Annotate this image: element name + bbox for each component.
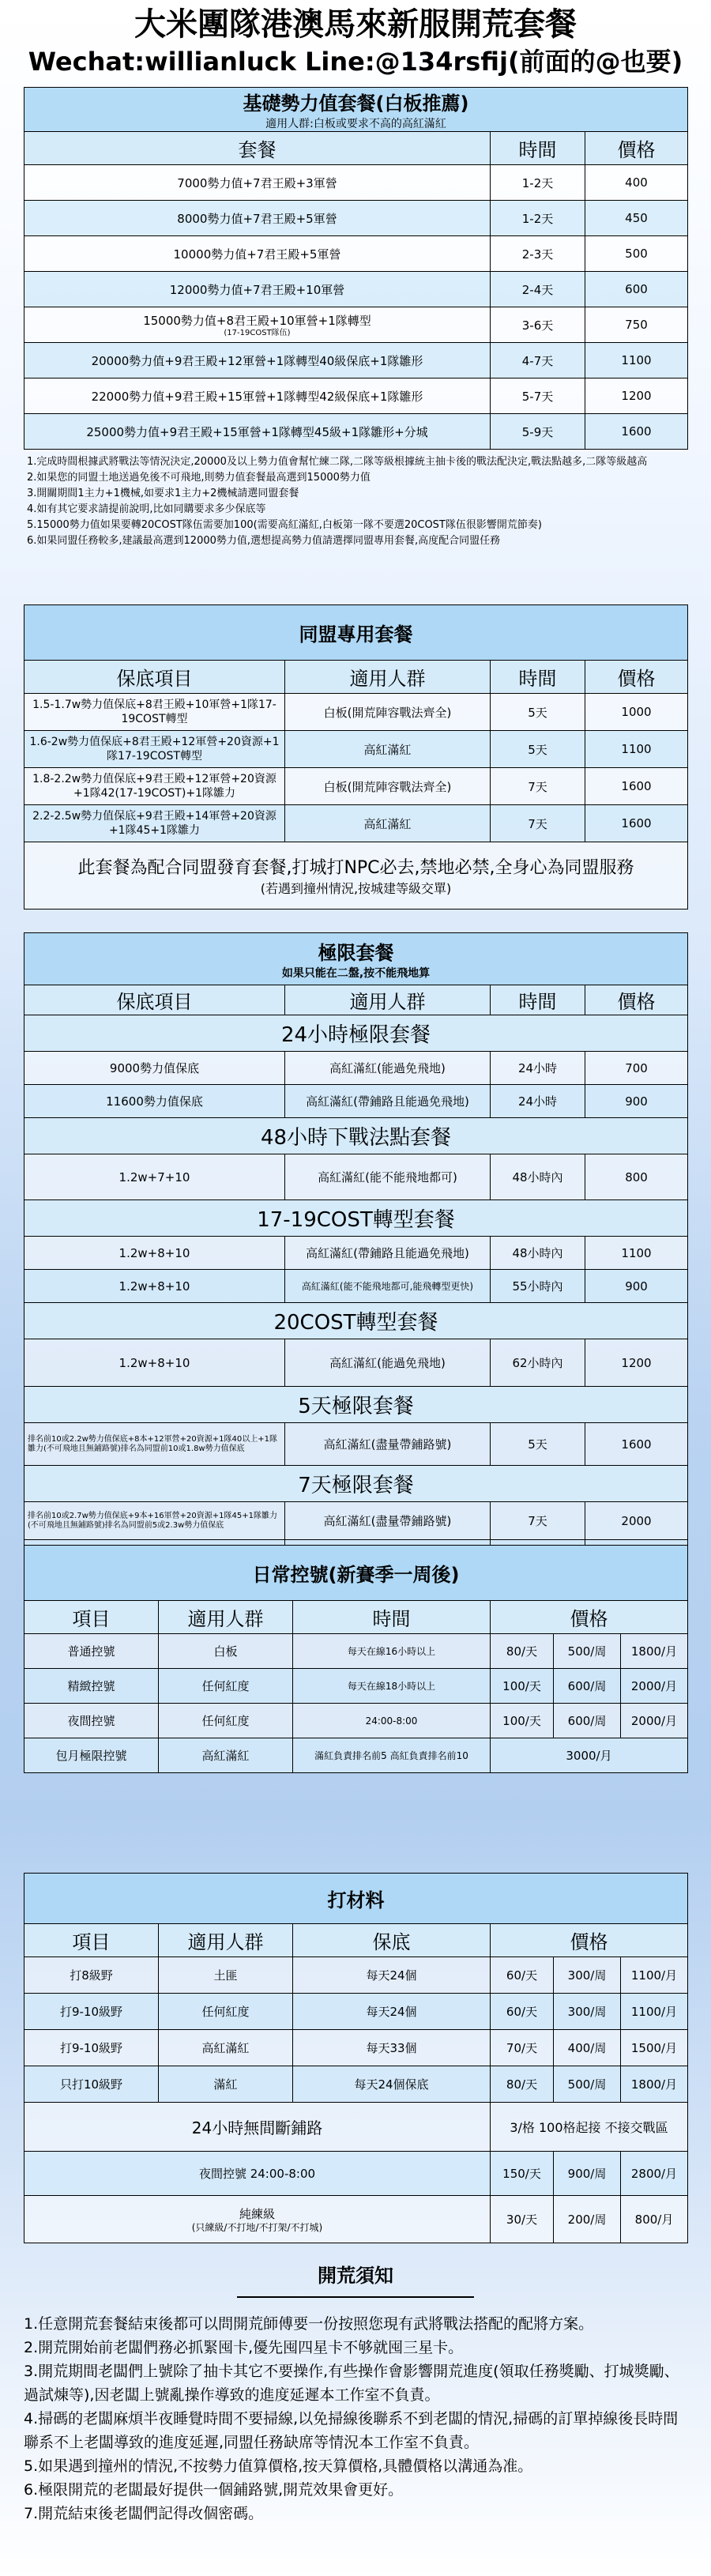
group-cell: 高紅滿紅(盡量帶鋪路號) <box>285 1423 491 1466</box>
price-week-cell: 200/周 <box>554 2196 621 2243</box>
table-row <box>24 272 688 307</box>
time-cell: 5天 <box>491 1423 585 1466</box>
table-row <box>24 1502 688 1540</box>
col-header-group: 適用人群 <box>285 661 491 694</box>
guarantee-cell: 每天33個 <box>293 2030 491 2066</box>
basic-package-title-cell <box>24 88 688 132</box>
price-day-cell: 80/天 <box>491 2066 554 2103</box>
time-cell: 5天 <box>491 694 585 731</box>
limit-package-table <box>24 932 688 1578</box>
note-line: 1.任意開荒套餐結束後都可以問開荒師傅要一份按照您現有武將戰法搭配的配將方案。 <box>24 2315 594 2333</box>
basic-package-notes <box>24 450 687 554</box>
price-cell: 1600 <box>585 414 688 450</box>
package-cell <box>24 307 491 343</box>
item-cell: 打9-10級野 <box>24 2030 159 2066</box>
price-cell: 800 <box>585 1154 688 1200</box>
time-cell: 5-9天 <box>491 414 585 450</box>
table-row <box>24 1085 688 1118</box>
alliance-note-cell <box>24 842 688 910</box>
item-cell: 1.8-2.2w勢力值保底+9君王殿+12軍營+20資源+1隊42(17-19COST)+1隊雛力 <box>24 768 285 805</box>
note-line: 2.開荒開始前老闆們務必抓緊囤卡,優先囤四星卡不够就囤三星卡。 <box>24 2339 464 2356</box>
note-line: 7.開荒結束後老闆們記得改個密碼。 <box>24 2505 264 2522</box>
package-cell: 8000勢力值+7君王殿+5軍營 <box>24 201 491 236</box>
table-row <box>24 1052 688 1085</box>
price-cell: 700 <box>585 1052 688 1085</box>
note-line: 4.如有其它要求請提前說明,比如同購要求多少保底等 <box>27 503 266 515</box>
section-title: 48小時下戰法點套餐 <box>24 1118 688 1154</box>
item-cell: 1.2w+8+10 <box>24 1339 285 1387</box>
time-cell: 5天 <box>491 731 585 768</box>
opening-notes <box>24 2260 687 2525</box>
item-cell: 夜間控號 <box>24 1704 159 1738</box>
table-row <box>24 2066 688 2103</box>
note-line: 5.如果遇到撞州的情況,不按勢力值算價格,按天算價格,具體價格以溝通為准。 <box>24 2457 533 2475</box>
page-title: 大米團隊港澳馬來新服開荒套餐 <box>134 6 577 43</box>
time-cell: 24小時 <box>491 1052 585 1085</box>
price-cell: 1200 <box>585 1339 688 1387</box>
group-cell: 高紅滿紅(能不能飛地都可,能飛轉型更快) <box>285 1270 491 1303</box>
price-cell: 1000 <box>585 694 688 731</box>
table-row <box>24 201 688 236</box>
table-row <box>24 414 688 450</box>
daily-control-table <box>24 1545 688 1773</box>
package-cell: 22000勢力值+9君王殿+15軍營+1隊轉型42級保底+1隊雛形 <box>24 378 491 414</box>
col-header-guarantee: 保底 <box>293 1924 491 1957</box>
limit-package-panel <box>24 932 687 1578</box>
basic-package-table <box>24 87 688 450</box>
time-cell: 2-3天 <box>491 236 585 272</box>
table-row <box>24 1669 688 1704</box>
group-cell: 白板(開荒陣容戰法齊全) <box>285 694 491 731</box>
time-cell: 7天 <box>491 768 585 805</box>
group-cell: 高紅滿紅 <box>159 2030 293 2066</box>
time-cell: 1-2天 <box>491 165 585 201</box>
title-divider <box>237 2296 474 2298</box>
time-cell: 48小時內 <box>491 1154 585 1200</box>
package-cell: 7000勢力值+7君王殿+3軍營 <box>24 165 491 201</box>
materials-table <box>24 1873 688 2243</box>
section-title: 24小時極限套餐 <box>24 1015 688 1052</box>
package-cell: 12000勢力值+7君王殿+10軍營 <box>24 272 491 307</box>
price-cell: 750 <box>585 307 688 343</box>
road-paving-price: 3/格 100格起接 不接交戰區 <box>491 2103 688 2152</box>
opening-notes-title: 開荒須知 <box>318 2265 393 2287</box>
guarantee-cell: 每天24個 <box>293 1957 491 1994</box>
item-cell: 排名前10或2.2w勢力值保底+8本+12軍營+20資源+1隊40以上+1隊雛力(不可飛地且無鋪路號)排名為同盟前10或1.8w勢力值保底 <box>24 1423 285 1466</box>
basic-package-title: 基礎勢力值套餐(白板推薦) <box>243 92 469 115</box>
group-cell: 滿紅 <box>159 2066 293 2103</box>
col-header-time: 時間 <box>491 985 585 1015</box>
item-cell: 2.2-2.5w勢力值保底+9君王殿+14軍營+20資源+1隊45+1隊雛力 <box>24 805 285 842</box>
group-cell: 高紅滿紅(能過免飛地) <box>285 1052 491 1085</box>
item-cell: 1.5-1.7w勢力值保底+8君王殿+10軍營+1隊17-19COST轉型 <box>24 694 285 731</box>
group-cell: 任何紅度 <box>159 1994 293 2030</box>
price-month-cell: 2000/月 <box>621 1669 688 1704</box>
section-title: 5天極限套餐 <box>24 1387 688 1423</box>
price-month-cell: 2000/月 <box>621 1704 688 1738</box>
table-row <box>24 165 688 201</box>
price-week-cell: 600/周 <box>554 1669 621 1704</box>
time-cell: 48小時內 <box>491 1237 585 1270</box>
price-month-cell: 2800/月 <box>621 2152 688 2196</box>
time-cell: 55小時內 <box>491 1270 585 1303</box>
group-cell: 高紅滿紅(能過免飛地) <box>285 1339 491 1387</box>
road-paving-row <box>24 2103 688 2152</box>
table-row <box>24 731 688 768</box>
group-cell: 任何紅度 <box>159 1704 293 1738</box>
basic-package-subtitle: 適用人群:白板或要求不高的高紅滿紅 <box>265 118 446 130</box>
daily-control-panel <box>24 1545 687 1773</box>
price-week-cell: 900/周 <box>554 2152 621 2196</box>
table-row <box>24 1738 688 1773</box>
time-cell: 62小時內 <box>491 1339 585 1387</box>
price-week-cell: 600/周 <box>554 1704 621 1738</box>
alliance-package-panel <box>24 604 687 910</box>
item-cell: 1.6-2w勢力值保底+8君王殿+12軍營+20資源+1隊17-19COST轉型 <box>24 731 285 768</box>
table-row <box>24 768 688 805</box>
price-day-cell: 80/天 <box>491 1634 554 1669</box>
price-cell: 2000 <box>585 1502 688 1540</box>
package-text: 15000勢力值+8君王殿+10軍營+1隊轉型 <box>143 313 371 328</box>
guarantee-cell: 每天24個保底 <box>293 2066 491 2103</box>
price-week-cell: 500/周 <box>554 1634 621 1669</box>
col-header-group: 適用人群 <box>159 1601 293 1634</box>
note-line: 5.15000勢力值如果要轉20COST隊伍需要加100(需要高紅滿紅,白板第一隊不要選20COST隊伍很影響開荒節奏) <box>27 519 542 531</box>
group-cell: 高紅滿紅(帶鋪路且能過免飛地) <box>285 1085 491 1118</box>
alliance-package-table <box>24 604 688 910</box>
table-row <box>24 2030 688 2066</box>
time-cell: 滿紅負責排名前5 高紅負責排名前10 <box>293 1738 491 1773</box>
price-cell: 450 <box>585 201 688 236</box>
group-cell: 高紅滿紅(能不能飛地都可) <box>285 1154 491 1200</box>
time-cell: 每天在線16小時以上 <box>293 1634 491 1669</box>
price-cell: 1100 <box>585 343 688 378</box>
table-row <box>24 694 688 731</box>
group-cell: 高紅滿紅 <box>285 731 491 768</box>
group-cell: 土匪 <box>159 1957 293 1994</box>
price-day-cell: 30/天 <box>491 2196 554 2243</box>
table-row <box>24 1994 688 2030</box>
note-line: 3.開荒期間老闆們上號除了抽卡其它不要操作,有些操作會影響開荒進度(領取任務獎勵、打城獎勵、過試煉等),因老闆上號亂操作導致的進度延遲本工作室不負責。 <box>24 2363 679 2404</box>
item-cell: 1.2w+8+10 <box>24 1237 285 1270</box>
time-cell: 5-7天 <box>491 378 585 414</box>
col-header-price: 價格 <box>585 132 688 165</box>
pure-level-label: 純練級 <box>239 2207 275 2221</box>
item-cell: 排名前10或2.7w勢力值保底+9本+16軍營+20資源+1隊45+1隊雛力(不可飛地且無鋪路號)排名為同盟前5或2.3w勢力值保底 <box>24 1502 285 1540</box>
item-cell: 打8級野 <box>24 1957 159 1994</box>
note-line: 6.極限開荒的老闆最好提供一個鋪路號,開荒效果會更好。 <box>24 2481 404 2499</box>
col-header-price: 價格 <box>585 985 688 1015</box>
col-header-price: 價格 <box>491 1924 688 1957</box>
materials-panel <box>24 1873 687 2243</box>
group-cell: 高紅滿紅 <box>285 805 491 842</box>
price-month-cell: 1500/月 <box>621 2030 688 2066</box>
col-header-item: 項目 <box>24 1601 159 1634</box>
price-cell: 900 <box>585 1270 688 1303</box>
alliance-note-row <box>24 842 688 910</box>
table-row <box>24 1237 688 1270</box>
price-week-cell: 400/周 <box>554 2030 621 2066</box>
price-day-cell: 60/天 <box>491 1994 554 2030</box>
pure-level-row <box>24 2196 688 2243</box>
table-row <box>24 1423 688 1466</box>
price-cell: 500 <box>585 236 688 272</box>
package-cell: 25000勢力值+9君王殿+15軍營+1隊轉型45級+1隊雛形+分城 <box>24 414 491 450</box>
item-cell: 只打10級野 <box>24 2066 159 2103</box>
price-month-cell: 1800/月 <box>621 1634 688 1669</box>
price-day-cell: 60/天 <box>491 1957 554 1994</box>
time-cell: 1-2天 <box>491 201 585 236</box>
table-row <box>24 307 688 343</box>
price-week-cell: 300/周 <box>554 1957 621 1994</box>
price-day-cell: 150/天 <box>491 2152 554 2196</box>
col-header-time: 時間 <box>491 132 585 165</box>
price-day-cell: 100/天 <box>491 1704 554 1738</box>
col-header-group: 適用人群 <box>159 1924 293 1957</box>
note-line: 1.完成時間根據武將戰法等情況決定,20000及以上勢力值會幫忙練二隊,二隊等級根據統主抽卡後的戰法配決定,戰法點越多,二隊等級越高 <box>27 456 648 468</box>
pure-level-cell <box>24 2196 491 2243</box>
alliance-note-sub: (若遇到撞州情況,按城建等級交單) <box>260 881 452 896</box>
page-header <box>0 0 711 79</box>
table-row <box>24 378 688 414</box>
group-cell: 高紅滿紅(帶鋪路且能過免飛地) <box>285 1237 491 1270</box>
note-line: 2.如果您的同盟土地送過免後不可飛地,則勢力值套餐最高選到15000勢力值 <box>27 472 371 484</box>
item-cell: 1.2w+7+10 <box>24 1154 285 1200</box>
package-note: (17-19COST隊伍) <box>224 328 291 337</box>
table-row <box>24 1634 688 1669</box>
price-cell: 1600 <box>585 805 688 842</box>
price-cell: 1200 <box>585 378 688 414</box>
materials-title: 打材料 <box>24 1874 688 1924</box>
note-line: 6.如果同盟任務較多,建議最高選到12000勢力值,選想提高勢力值請選擇同盟專用套餐,高度配合同盟任務 <box>27 535 501 547</box>
table-row <box>24 236 688 272</box>
price-month-cell: 800/月 <box>621 2196 688 2243</box>
daily-control-title: 日常控號(新賽季一周後) <box>24 1546 688 1601</box>
price-day-cell: 100/天 <box>491 1669 554 1704</box>
time-cell: 7天 <box>491 1502 585 1540</box>
col-header-price: 價格 <box>585 661 688 694</box>
item-cell: 精緻控號 <box>24 1669 159 1704</box>
price-month-cell: 1100/月 <box>621 1957 688 1994</box>
time-cell: 每天在線18小時以上 <box>293 1669 491 1704</box>
table-row <box>24 1154 688 1200</box>
item-cell: 打9-10級野 <box>24 1994 159 2030</box>
price-week-cell: 300/周 <box>554 1994 621 2030</box>
group-cell: 任何紅度 <box>159 1669 293 1704</box>
col-header-time: 時間 <box>491 661 585 694</box>
item-cell: 9000勢力值保底 <box>24 1052 285 1085</box>
alliance-note-main: 此套餐為配合同盟發育套餐,打城打NPC必去,禁地必禁,全身心為同盟服務 <box>77 858 634 878</box>
price-day-cell: 70/天 <box>491 2030 554 2066</box>
package-cell: 10000勢力值+7君王殿+5軍營 <box>24 236 491 272</box>
price-month-cell: 1800/月 <box>621 2066 688 2103</box>
time-cell: 4-7天 <box>491 343 585 378</box>
time-cell: 3-6天 <box>491 307 585 343</box>
col-header-time: 時間 <box>293 1601 491 1634</box>
section-title: 17-19COST轉型套餐 <box>24 1200 688 1237</box>
col-header-item: 保底項目 <box>24 985 285 1015</box>
table-row <box>24 1957 688 1994</box>
note-line: 4.掃碼的老闆麻煩半夜睡覺時間不要掃線,以免掃線後聯系不到老闆的情況,掃碼的訂單掉線後長時間聯系不上老闆導致的進度延遲,同盟任務缺席等情況本工作室不負責。 <box>24 2410 679 2451</box>
time-cell: 2-4天 <box>491 272 585 307</box>
price-month-cell: 1100/月 <box>621 1994 688 2030</box>
night-control-row <box>24 2152 688 2196</box>
group-cell: 高紅滿紅(盡量帶鋪路號) <box>285 1502 491 1540</box>
price-cell: 400 <box>585 165 688 201</box>
price-cell: 900 <box>585 1085 688 1118</box>
col-header-price: 價格 <box>491 1601 688 1634</box>
table-row <box>24 1704 688 1738</box>
item-cell: 普通控號 <box>24 1634 159 1669</box>
basic-package-panel <box>24 87 687 554</box>
table-row <box>24 1339 688 1387</box>
table-row <box>24 1270 688 1303</box>
price-cell: 600 <box>585 272 688 307</box>
item-cell: 包月極限控號 <box>24 1738 159 1773</box>
time-cell: 7天 <box>491 805 585 842</box>
section-title: 7天極限套餐 <box>24 1466 688 1502</box>
item-cell: 1.2w+8+10 <box>24 1270 285 1303</box>
limit-title-cell <box>24 933 688 985</box>
group-cell: 白板 <box>159 1634 293 1669</box>
table-row <box>24 343 688 378</box>
price-cell: 1100 <box>585 731 688 768</box>
col-header-package: 套餐 <box>24 132 491 165</box>
limit-title: 極限套餐 <box>318 942 394 964</box>
group-cell: 高紅滿紅 <box>159 1738 293 1773</box>
price-week-cell: 500/周 <box>554 2066 621 2103</box>
price-cell: 1600 <box>585 768 688 805</box>
col-header-item: 保底項目 <box>24 661 285 694</box>
limit-subtitle: 如果只能在二盤,按不能飛地算 <box>281 967 431 980</box>
time-cell: 24小時 <box>491 1085 585 1118</box>
road-paving-title: 24小時無間斷鋪路 <box>24 2103 491 2152</box>
pure-level-sub: (只練級/不打地/不打架/不打城) <box>191 2222 323 2233</box>
price-month-cell: 3000/月 <box>491 1738 688 1773</box>
alliance-package-title: 同盟專用套餐 <box>24 605 688 661</box>
section-title: 20COST轉型套餐 <box>24 1303 688 1339</box>
group-cell: 白板(開荒陣容戰法齊全) <box>285 768 491 805</box>
col-header-group: 適用人群 <box>285 985 491 1015</box>
guarantee-cell: 每天24個 <box>293 1994 491 2030</box>
time-cell: 24:00-8:00 <box>293 1704 491 1738</box>
package-cell: 20000勢力值+9君王殿+12軍營+1隊轉型40級保底+1隊雛形 <box>24 343 491 378</box>
contact-line: Wechat:willianluck Line:@134rsfij(前面的@也要) <box>28 47 683 77</box>
night-control-label: 夜間控號 24:00-8:00 <box>24 2152 491 2196</box>
table-row <box>24 805 688 842</box>
col-header-item: 項目 <box>24 1924 159 1957</box>
price-cell: 1600 <box>585 1423 688 1466</box>
price-cell: 1100 <box>585 1237 688 1270</box>
note-line: 3.開關期間1主力+1機械,如要求1主力+2機械請選同盟套餐 <box>27 488 299 499</box>
item-cell: 11600勢力值保底 <box>24 1085 285 1118</box>
